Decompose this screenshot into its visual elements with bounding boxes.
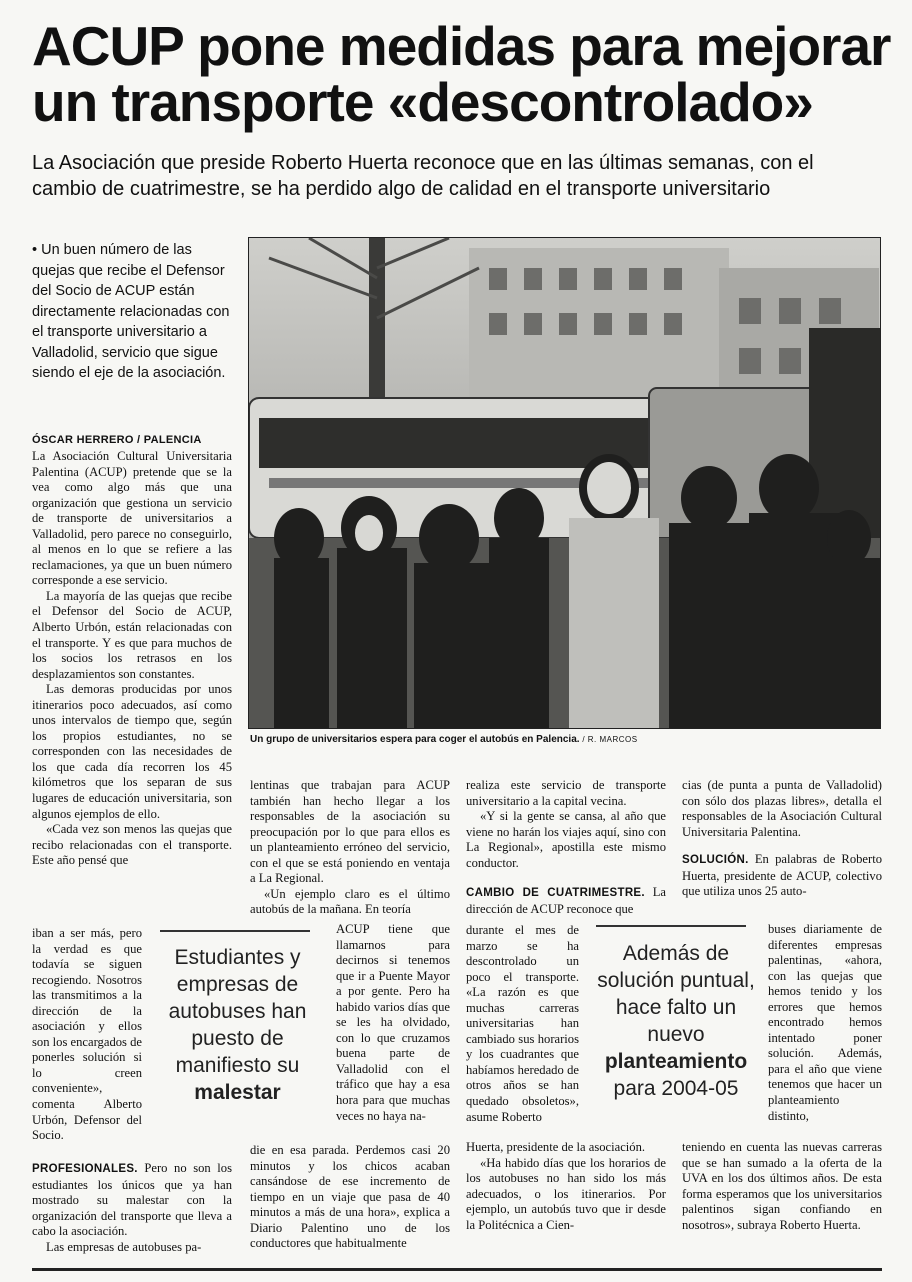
column-1-narrow	[32, 926, 142, 1144]
pull-quote-1	[160, 944, 315, 1106]
col3-paragraph-3-end: Huerta, presidente de la asociación.	[466, 1140, 646, 1154]
col3-paragraph-3: CAMBIO DE CUATRIMESTRE. La dirección de ACUP reconoce que	[466, 885, 666, 916]
col1-paragraph-2: La mayoría de las quejas que recibe el Defensor del Socio de ACUP, Alberto Urbón, están relacionadas con el transporte. Y es que para muchos de los socios los retrasos en los desplazamientos son constantes.	[32, 588, 232, 681]
column-2-narrow	[336, 922, 450, 1124]
bottom-rule	[32, 1268, 882, 1271]
column-1	[32, 449, 232, 869]
column-3	[466, 778, 666, 917]
photo-caption	[250, 734, 880, 745]
news-photo-image	[249, 238, 880, 728]
column-4	[682, 778, 882, 900]
col2-paragraph-2-continued: ACUP tiene que llamarnos para decirnos si tenemos que ir a Puente Mayor a por gente. Pero ha habido varios días que se les ha olvidado, con lo que cruzamos buena parte de Valladolid con el tráfico que hay a esa hora para que muchas veces no haya na-	[336, 922, 450, 1123]
pull-quote-1-text: Estudiantes y empresas de autobuses han puesto de manifiesto su	[168, 946, 307, 1077]
col4-paragraph-2-end: teniendo en cuenta las nuevas carreras que se han sumado a la oferta de la UVA en los dos últimos años. De esta forma esperamos que los universitarios palentinos sigan confiando en nosotros», subraya Roberto Huerta.	[682, 1140, 882, 1232]
pull-quote-2-highlight: planteamiento	[604, 1050, 748, 1073]
col3-paragraph-2: «Y si la gente se cansa, al año que viene no harán los viajes aquí, sino con La Regional», apostilla este mismo conductor.	[466, 809, 666, 870]
col1-paragraph-4: «Cada vez son menos las quejas que recibo relacionadas con el transporte. Este año pensé que	[32, 822, 232, 868]
column-3-narrow	[466, 923, 579, 1125]
column-3-bottom	[466, 1140, 666, 1233]
section-head-cambio-de-cuatrimestre: CAMBIO DE CUATRIMESTRE.	[466, 887, 645, 900]
col1-paragraph-4-continued: iban a ser más, pero la verdad es que todavía se siguen recogiendo. Nosotros las transmitimos a la dirección de la asociación y ellos son los encargados de ponerles solución si lo creen conveniente», comenta Alberto Urbón, Defensor del Socio.	[32, 926, 142, 1143]
pull-quote-1-highlight: malestar	[194, 1081, 281, 1104]
column-1-bottom	[32, 1161, 232, 1255]
lead-summary: • Un buen número de las quejas que recibe el Defensor del Socio de ACUP están directamente relacionadas con el transporte universitario a Valladolid, servicio que sigue siendo el eje de la asociación.	[32, 242, 230, 381]
col2-paragraph-2: «Un ejemplo claro es el último autobús de la mañana. En teoría	[250, 886, 450, 917]
news-photo	[248, 237, 881, 729]
col4-paragraph-2: SOLUCIÓN. En palabras de Roberto Huerta, presidente de ACUP, colectivo que utiliza unos 25 auto-	[682, 852, 882, 899]
column-4-bottom	[682, 1140, 882, 1233]
col3-paragraph-4: «Ha habido días que los horarios de los autobuses no han sido los más adecuados, o los itinerarios. Por ejemplo, un autobús tuvo que ir desde la Politécnica a Cien-	[466, 1155, 666, 1232]
column-4-narrow	[768, 922, 882, 1124]
col4-paragraph-1: cias (de punta a punta de Valladolid) con sólo dos plazas libres», detalla el responsables de la Asociación Cultural Universitaria Palentina.	[682, 778, 882, 839]
col2-paragraph-1: lentinas que trabajan para ACUP también han hecho llegar a los responsables de la asociación su preocupación por lo que para ellos es un planteamiento erróneo del servicio, con el que se está poniendo en ventaja a La Regional.	[250, 778, 450, 886]
col1-paragraph-1: La Asociación Cultural Universitaria Palentina (ACUP) pretende que se la vea como algo más que una organización que gestiona un servicio de transporte de universitarios a Valladolid, pero parece no conseguirlo, al menos en lo que se refiere a las reclamaciones, ya que un buen número corresponde a ese servicio.	[32, 449, 232, 588]
col3-paragraph-3-continued: durante el mes de marzo se ha descontrolado un poco el transporte. «La razón es que muchas carreras universitarias han cambiado sus horarios y los cuadrantes que habíamos heredado de otros años se han quedado obsoletos», asume Roberto	[466, 923, 579, 1124]
col1-paragraph-6: Las empresas de autobuses pa-	[46, 1239, 202, 1254]
col3-paragraph-1: realiza este servicio de transporte universitario a la capital vecina.	[466, 778, 666, 808]
photo-credit: / R. MARCOS	[582, 735, 638, 744]
column-2-bottom	[250, 1143, 450, 1252]
pull-quote-2-year: para 2004-05	[613, 1077, 739, 1100]
caption-text: Un grupo de universitarios espera para coger el autobús en Palencia.	[250, 734, 580, 745]
byline: ÓSCAR HERRERO / PALENCIA	[32, 434, 202, 446]
section-head-profesionales: PROFESIONALES.	[32, 1163, 138, 1175]
pull-quote-2-rule	[596, 925, 746, 927]
subheadline: La Asociación que preside Roberto Huerta reconoce que en las últimas semanas, con el cambio de cuatrimestre, se ha perdido algo de calidad en el transporte universitario	[32, 152, 814, 200]
pull-quote-2-text: Además de solución puntual, hace falto un nuevo	[597, 942, 755, 1046]
pull-quote-2	[596, 940, 756, 1102]
col1-paragraph-3: Las demoras producidas por unos itinerarios poco adecuados, así como unos intervalos de tiempo que, según los propios estudiantes, no se corresponden con las necesidades de los que cada día recorren los 45 kilómetros que los separan de sus lugares de educación universitaria, son algunos ejemplos de ello.	[32, 682, 232, 821]
pull-quote-1-rule	[160, 930, 310, 932]
headline: ACUP pone medidas para mejorar un transporte «descontrolado»	[32, 15, 891, 133]
col4-paragraph-2-continued: buses diariamente de diferentes empresas palentinas, «ahora, con las quejas que hemos tenido y los errores que hemos encontrado hemos intentado poner solución. Además, para el año que viene tenemos que hacer un planteamiento distinto,	[768, 922, 882, 1123]
col1-paragraph-5: PROFESIONALES. Pero no son los estudiantes los únicos que ya han mostrado su malestar con la organización del transporte que lleva a cabo la asociación.	[32, 1161, 232, 1239]
col2-paragraph-2-end: die en esa parada. Perdemos casi 20 minutos y los chicos acaban cansándose de ese incremento de tiempo en un viaje que pasa de 40 minutos a más de una hora», explica a Diario Palentino uno de los conductores que habitualmente	[250, 1143, 450, 1251]
section-head-solucion: SOLUCIÓN.	[682, 854, 749, 867]
column-2	[250, 778, 450, 918]
